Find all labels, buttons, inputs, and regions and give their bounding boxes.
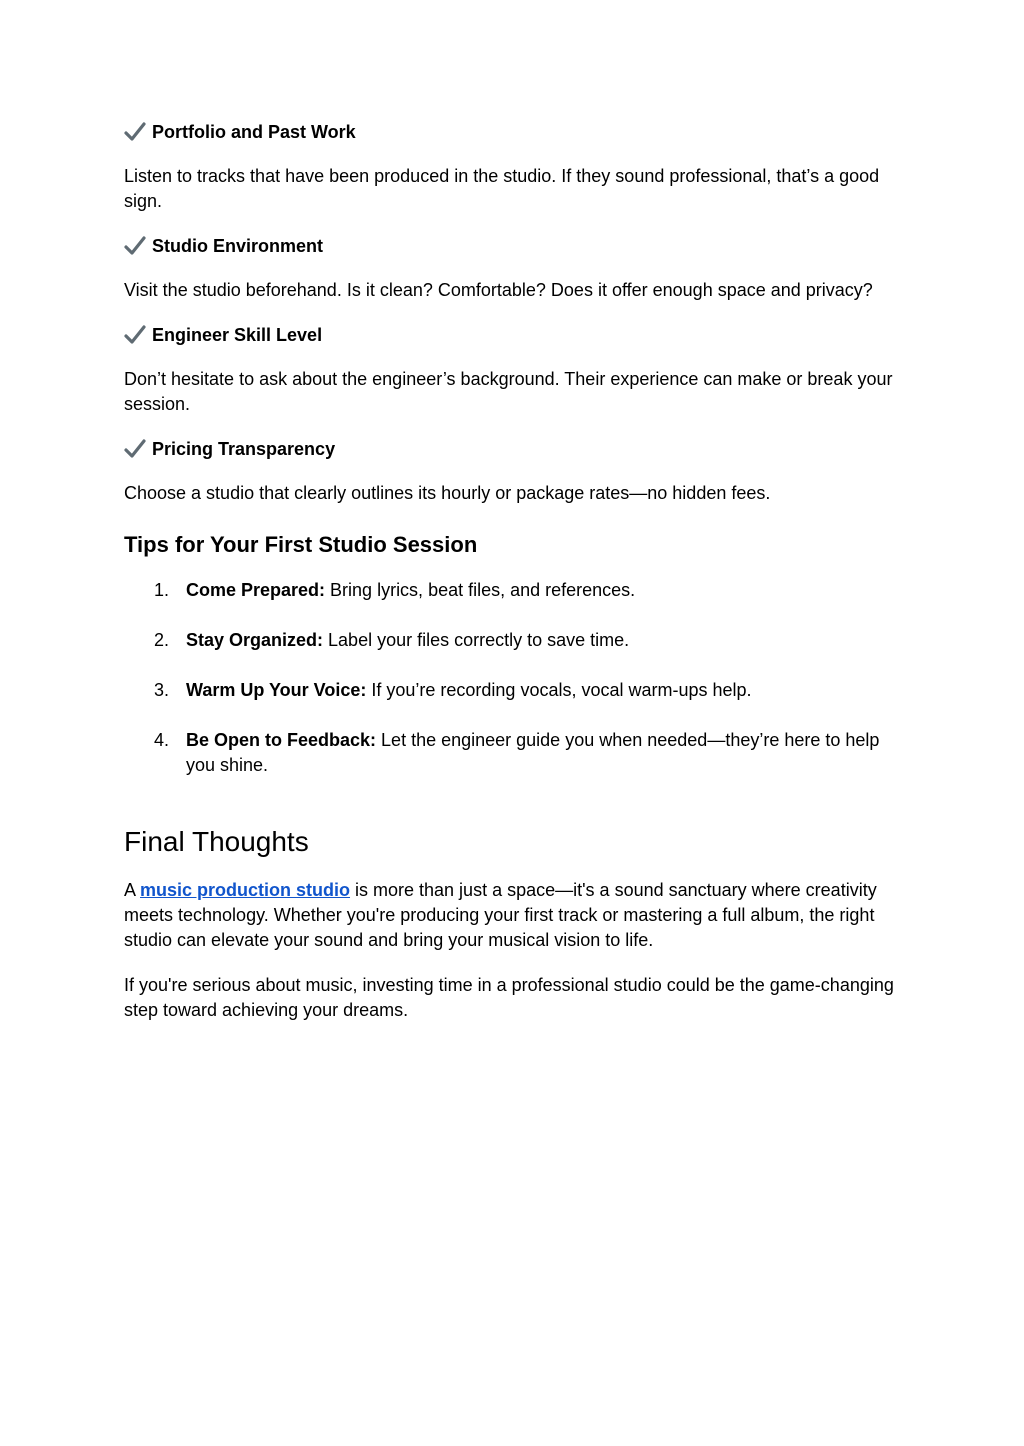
list-item-number: 4. xyxy=(154,730,170,750)
tip-title: Be Open to Feedback: xyxy=(186,730,377,750)
check-mark-icon xyxy=(124,324,146,346)
paragraph-text: is more than just a space—it's a sound sanctuary where creativity meets technology. Whether you're producing your first track or mastering a full album, the right studio can elevate your sound and bring your musical vision to life. xyxy=(124,880,877,950)
tip-title: Come Prepared: xyxy=(186,580,326,600)
document-page xyxy=(124,118,904,1023)
criterion-title: Studio Environment xyxy=(152,236,323,256)
tip-text: If you’re recording vocals, vocal warm-ups help. xyxy=(366,680,752,700)
final-paragraph-1 xyxy=(124,878,904,953)
criterion-text: Visit the studio beforehand. Is it clean? Comfortable? Does it offer enough space and privacy? xyxy=(124,280,873,300)
criterion-heading xyxy=(124,321,904,349)
criterion-text: Choose a studio that clearly outlines its hourly or package rates—no hidden fees. xyxy=(124,483,771,503)
check-mark-icon xyxy=(124,121,146,143)
list-item-number: 1. xyxy=(154,580,170,600)
tip-text: Label your files correctly to save time. xyxy=(323,630,630,650)
criterion-title: Engineer Skill Level xyxy=(152,325,323,345)
criterion-text: Don’t hesitate to ask about the engineer’s background. Their experience can make or break your session. xyxy=(124,369,893,414)
tip-title: Stay Organized: xyxy=(186,630,324,650)
check-mark-icon xyxy=(124,438,146,460)
paragraph-text: A xyxy=(124,880,141,900)
tip-text: Bring lyrics, beat files, and references. xyxy=(325,580,636,600)
tips-list xyxy=(124,578,904,778)
list-item xyxy=(124,578,904,603)
tip-title: Warm Up Your Voice: xyxy=(186,680,367,700)
criterion-title: Pricing Transparency xyxy=(152,439,336,459)
criterion-text: Listen to tracks that have been produced in the studio. If they sound professional, that’s a good sign. xyxy=(124,166,880,211)
check-mark-icon xyxy=(124,235,146,257)
final-paragraph-2: If you're serious about music, investing time in a professional studio could be the game-changing step toward achieving your dreams. xyxy=(124,975,894,1020)
list-item-number: 3. xyxy=(154,680,170,700)
tips-heading: Tips for Your First Studio Session xyxy=(124,532,478,557)
tip-text: Let the engineer guide you when needed—they’re here to help you shine. xyxy=(186,730,880,775)
final-thoughts-heading: Final Thoughts xyxy=(124,826,309,857)
list-item xyxy=(124,628,904,653)
criterion-heading xyxy=(124,435,904,463)
list-item xyxy=(124,678,904,703)
music-production-studio-link[interactable]: music production studio xyxy=(140,880,351,900)
criterion-heading xyxy=(124,118,904,146)
list-item-number: 2. xyxy=(154,630,170,650)
list-item xyxy=(124,728,904,778)
criterion-title: Portfolio and Past Work xyxy=(152,122,356,142)
criterion-heading xyxy=(124,232,904,260)
